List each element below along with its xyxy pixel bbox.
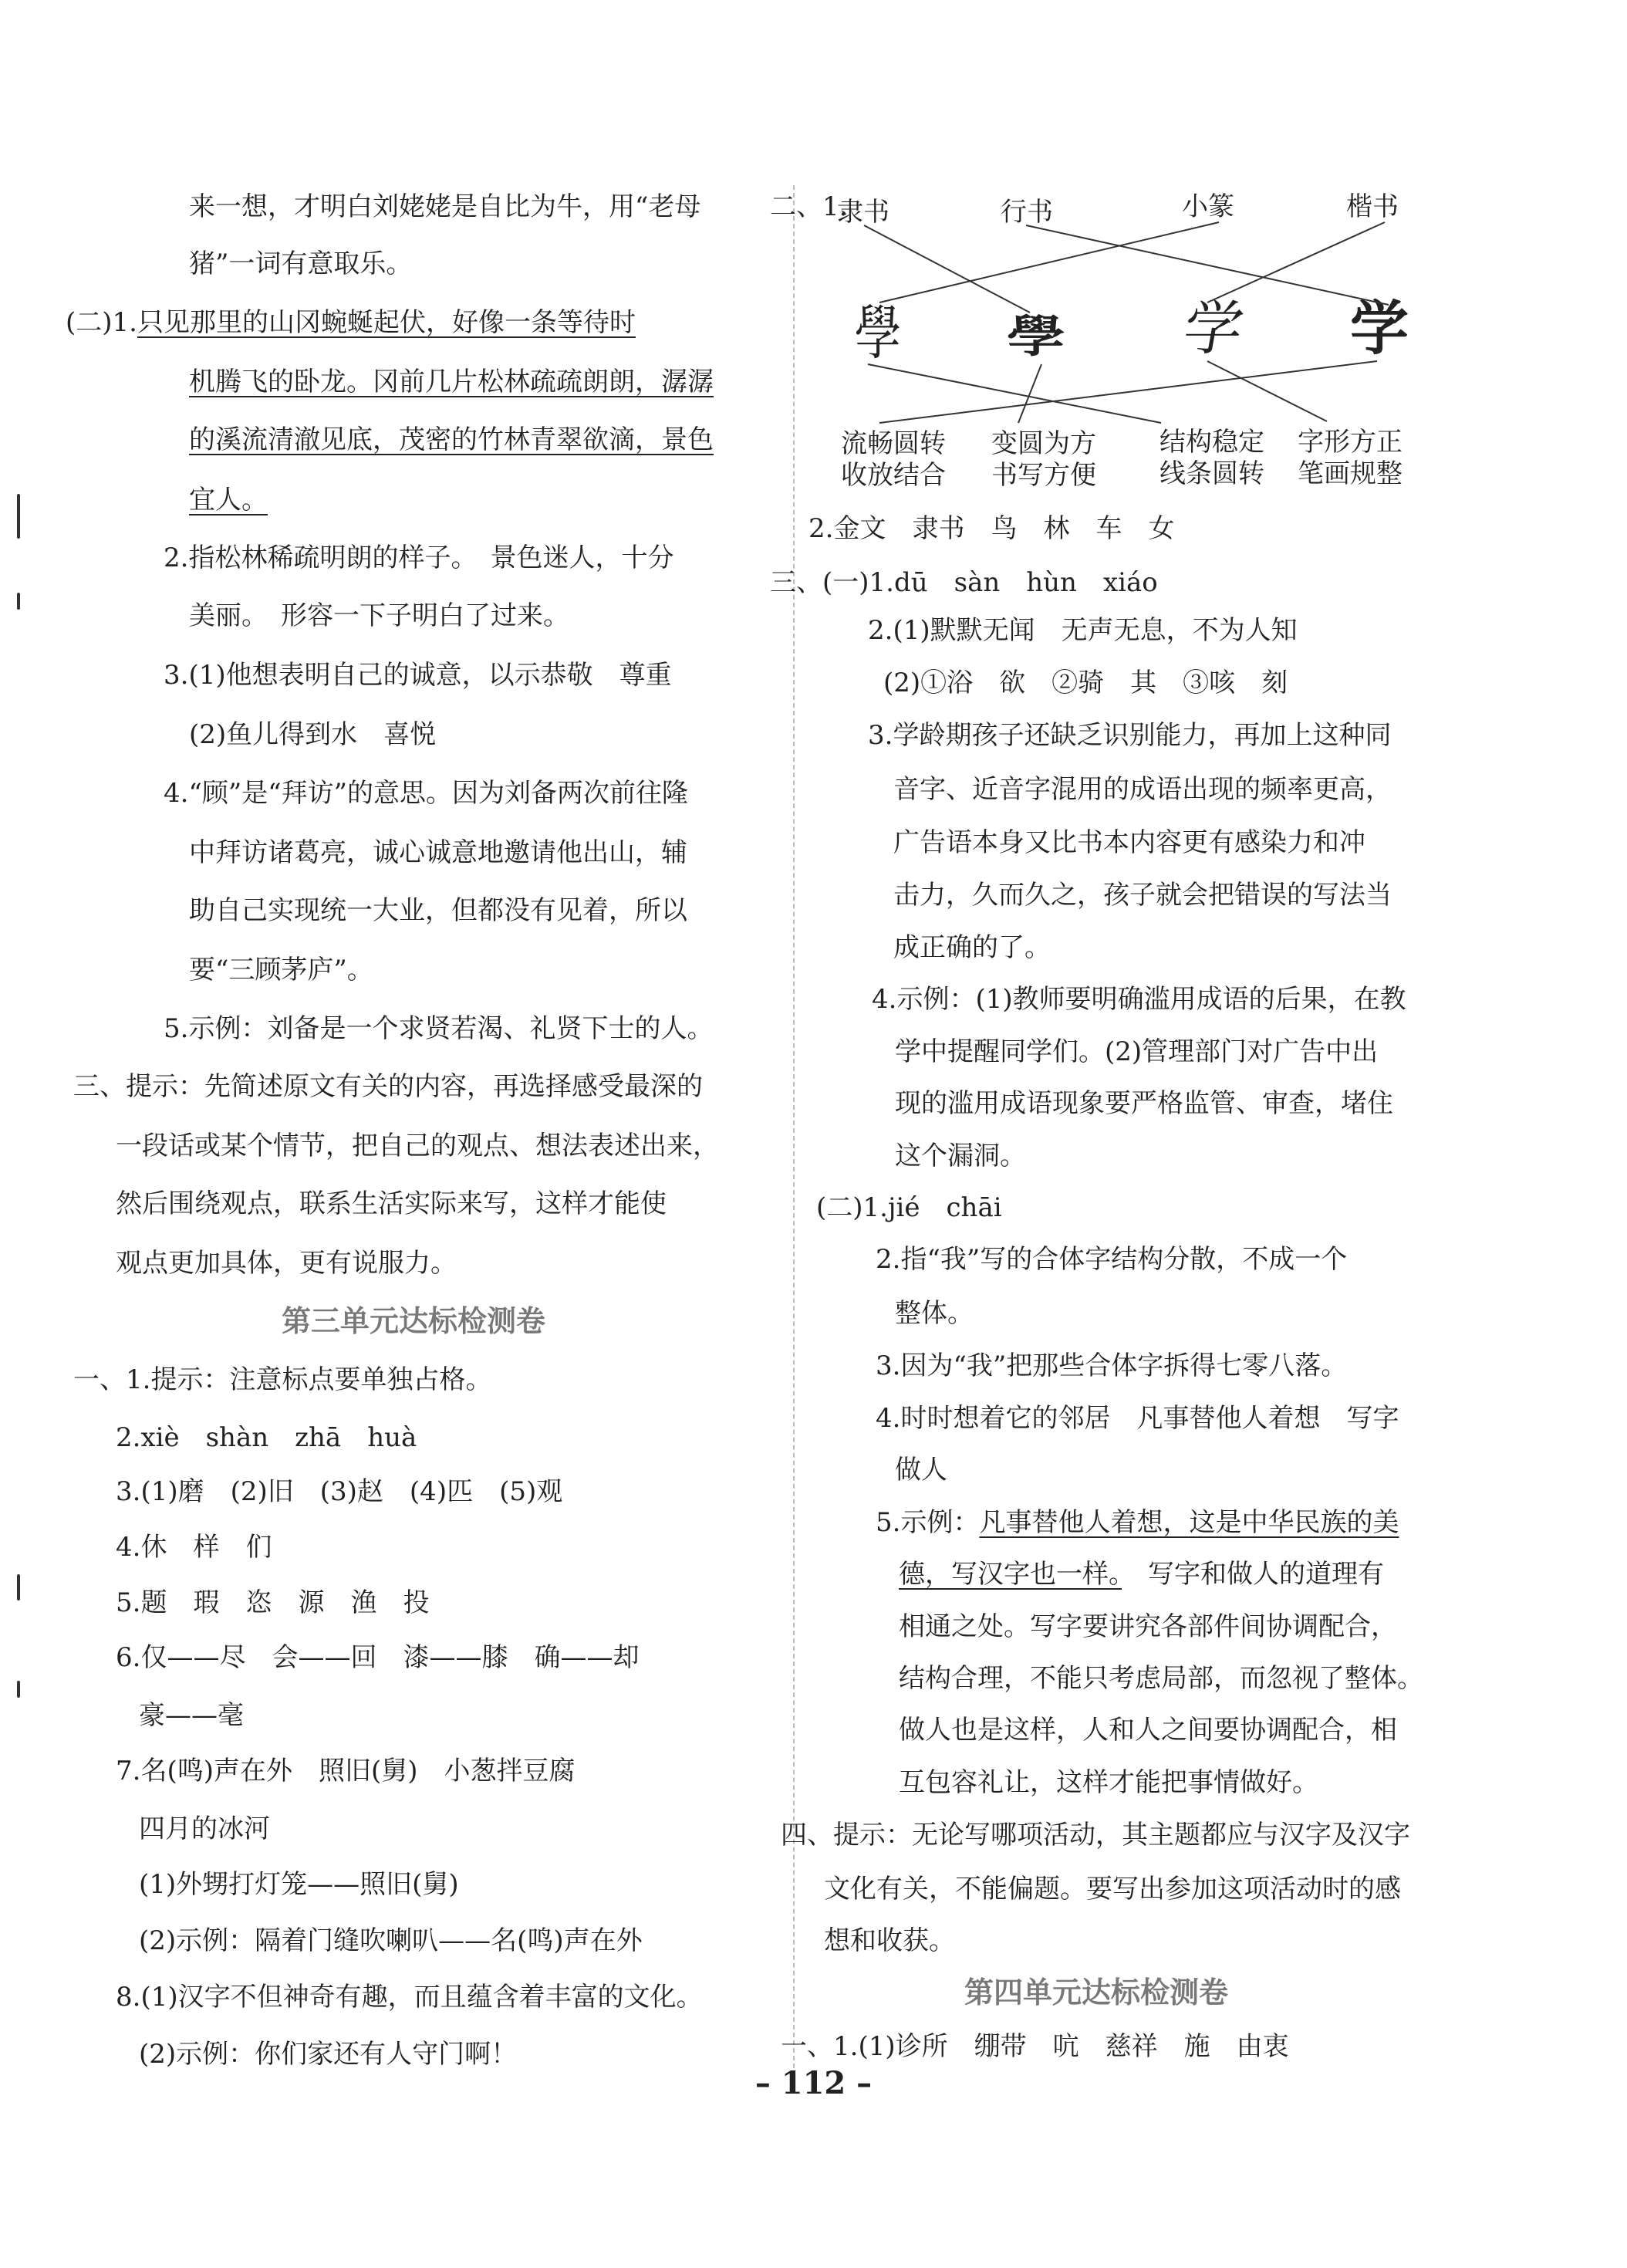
text-line: 广告语本身又比书本内容更有感染力和冲 <box>893 827 1365 858</box>
text-line: 猪”一词有意取乐。 <box>189 248 413 279</box>
text-line-rest: 写字和做人的道理有 <box>1122 1559 1384 1590</box>
calligraphy-seal-char: 學 <box>854 299 902 367</box>
underlined-answer: 德，写汉字也一样。 <box>899 1559 1122 1590</box>
text-line: 这个漏洞。 <box>895 1141 1026 1171</box>
text-line: 助自己实现统一大业，但都没有见着，所以 <box>189 895 687 926</box>
text-line: 3.(1)磨 (2)旧 (3)赵 (4)匹 (5)观 <box>116 1476 563 1507</box>
text-line: 豪——毫 <box>139 1700 244 1731</box>
text-line: 2.金文 隶书 鸟 林 车 女 <box>808 513 1175 544</box>
text-line: 4.示例：(1)教师要明确滥用成语的后果，在教 <box>872 984 1406 1015</box>
question-prefix: 5.示例： <box>876 1507 980 1538</box>
text-line <box>899 1559 1384 1590</box>
text-line: 8.(1)汉字不但神奇有趣，而且蕴含着丰富的文化。 <box>116 1982 703 2013</box>
match-line <box>1207 222 1385 303</box>
text-line: 相通之处。写字要讲究各部件间协调配合， <box>899 1611 1397 1642</box>
text-line: (2)①浴 欲 ②骑 其 ③咳 刻 <box>883 668 1288 698</box>
text-line: 结构合理，不能只考虑局部，而忽视了整体。 <box>899 1663 1423 1694</box>
text-line: 三、提示：先简述原文有关的内容，再选择感受最深的 <box>73 1071 703 1102</box>
section-title: 第三单元达标检测卷 <box>282 1303 546 1338</box>
text-line: 2.指“我”写的合体字结构分散，不成一个 <box>876 1244 1348 1275</box>
text-line: 6.仅——尽 会——回 漆——膝 确——却 <box>116 1642 640 1673</box>
match-line <box>1026 225 1389 305</box>
text-line: 现的滥用成语现象要严格监管、审查，堵住 <box>895 1088 1393 1119</box>
text-line: 一、1.(1)诊所 绷带 吭 慈祥 施 由衷 <box>781 2031 1289 2062</box>
text-line: 一、1.提示：注意标点要单独占格。 <box>73 1364 492 1395</box>
description-label: 书写方便 <box>991 460 1096 491</box>
underlined-answer: 宜人。 <box>189 485 268 515</box>
description-label: 字形方正 <box>1298 427 1403 458</box>
underlined-answer: 只见那里的山冈蜿蜒起伏，好像一条等待时 <box>137 307 636 338</box>
margin-mark <box>17 1574 20 1600</box>
text-line: 来一想，才明白刘姥姥是自比为牛，用“老母 <box>189 191 701 222</box>
matching-lines <box>0 0 1627 540</box>
match-line <box>864 225 1030 313</box>
text-line: 2.xiè shàn zhā huà <box>116 1422 417 1453</box>
text-line: 文化有关，不能偏题。要写出参加这项活动时的感 <box>824 1874 1401 1905</box>
script-label-lishu: 隶书 <box>837 197 889 228</box>
description-label: 收放结合 <box>841 460 946 491</box>
underlined-answer: 机腾飞的卧龙。冈前几片松林疏疏朗朗，潺潺 <box>189 367 714 397</box>
text-line: 4.休 样 们 <box>116 1532 272 1563</box>
text-line: 2.(1)默默无闻 无声无息，不为人知 <box>868 615 1298 646</box>
page-number: – 112 – <box>754 2065 873 2101</box>
text-line: 互包容礼让，这样才能把事情做好。 <box>899 1767 1318 1798</box>
text-line: 5.题 瑕 恣 源 渔 投 <box>116 1587 430 1618</box>
calligraphy-running-char: 学 <box>1178 294 1249 363</box>
description-label: 线条圆转 <box>1159 458 1264 489</box>
text-line: 中拜访诸葛亮，诚心诚意地邀请他出山，辅 <box>189 837 687 868</box>
text-line: 四月的冰河 <box>139 1813 270 1844</box>
text-line: 三、(一)1.dū sàn hùn xiáo <box>770 567 1158 598</box>
text-line: 2.指松林稀疏明朗的样子。 景色迷人，十分 <box>164 542 674 573</box>
text-line: 3.因为“我”把那些合体字拆得七零八落。 <box>876 1350 1348 1381</box>
script-label-xiaozhuan: 小篆 <box>1182 191 1234 222</box>
text-line: 3.学龄期孩子还缺乏识别能力，再加上这种同 <box>868 720 1392 751</box>
text-line <box>876 1507 1399 1538</box>
calligraphy-clerical-char: 學 <box>1007 310 1065 362</box>
margin-mark <box>17 1681 20 1698</box>
description-label: 笔画规整 <box>1298 458 1403 489</box>
underlined-answer: 的溪流清澈见底，茂密的竹林青翠欲滴，景色 <box>189 424 714 455</box>
text-line: 四、提示：无论写哪项活动，其主题都应与汉字及汉字 <box>781 1820 1410 1851</box>
text-line: 7.名(鸣)声在外 照旧(舅) 小葱拌豆腐 <box>116 1756 576 1786</box>
text-line: (2)示例：你们家还有人守门啊！ <box>139 2039 518 2070</box>
section-title: 第四单元达标检测卷 <box>964 1975 1229 2009</box>
text-line: (2)鱼儿得到水 喜悦 <box>189 719 437 750</box>
description-label: 流畅圆转 <box>841 428 946 459</box>
text-line: 想和收获。 <box>824 1925 955 1956</box>
script-label-xingshu: 行书 <box>1001 197 1053 228</box>
match-line <box>879 361 1377 423</box>
script-label-kaishu: 楷书 <box>1346 191 1399 222</box>
question-prefix: 二、1. <box>770 191 848 222</box>
text-line: 击力，久而久之，孩子就会把错误的写法当 <box>893 880 1392 911</box>
text-line: 做人也是这样，人和人之间要协调配合，相 <box>899 1715 1397 1746</box>
text-line: 要“三顾茅庐”。 <box>189 955 373 985</box>
text-line: 4.时时想着它的邻居 凡事替他人着想 写字 <box>876 1403 1399 1434</box>
underlined-answer: 凡事替他人着想，这是中华民族的美 <box>979 1507 1399 1538</box>
text-line: (2)示例：隔着门缝吹喇叭——名(鸣)声在外 <box>139 1925 643 1956</box>
text-line: 一段话或某个情节，把自己的观点、想法表述出来， <box>116 1131 719 1161</box>
margin-mark <box>17 593 20 610</box>
calligraphy-regular-char: 学 <box>1350 294 1409 363</box>
text-line: 观点更加具体，更有说服力。 <box>116 1248 457 1279</box>
text-line: 做人 <box>895 1455 947 1486</box>
text-line: (二)1.jié chāi <box>816 1192 1002 1223</box>
text-line: 美丽。 形容一下子明白了过来。 <box>189 600 569 631</box>
text-line: 音字、近音字混用的成语出现的频率更高， <box>893 774 1392 805</box>
text-line: 5.示例：刘备是一个求贤若渴、礼贤下士的人。 <box>164 1013 714 1044</box>
text-line: (1)外甥打灯笼——照旧(舅) <box>139 1869 459 1900</box>
description-label: 变圆为方 <box>991 428 1096 459</box>
description-label: 结构稳定 <box>1159 427 1264 458</box>
text-line: 3.(1)他想表明自己的诚意，以示恭敬 尊重 <box>164 660 672 691</box>
match-line <box>1018 364 1041 423</box>
question-prefix: (二)1. <box>66 307 137 338</box>
text-line: 然后围绕观点，联系生活实际来写，这样才能使 <box>116 1188 667 1219</box>
match-line <box>879 222 1219 303</box>
text-line: 4.“顾”是“拜访”的意思。因为刘备两次前往隆 <box>164 778 688 809</box>
text-line: 整体。 <box>895 1298 974 1329</box>
text-line: 成正确的了。 <box>893 932 1051 963</box>
text-line: 学中提醒同学们。(2)管理部门对广告中出 <box>895 1036 1379 1067</box>
